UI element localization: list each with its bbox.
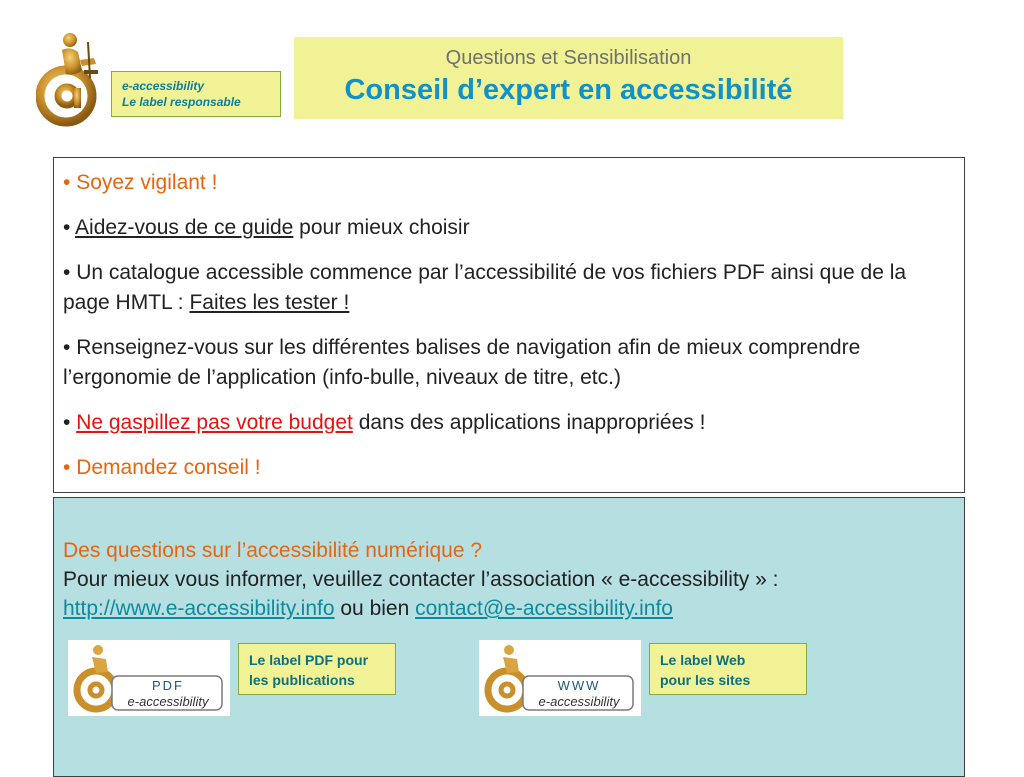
tip-bullet: • — [63, 216, 76, 239]
pdf-label-line1: Le label PDF pour — [249, 652, 369, 668]
tip-item — [63, 333, 954, 393]
web-logo-bottom: e-accessibility — [538, 694, 620, 709]
e-accessibility-logo-icon — [36, 30, 104, 128]
tip-text: Un catalogue accessible commence par l’accessibilité de vos fichiers PDF ainsi que de la page HMTL : — [63, 261, 907, 314]
tip-vigilant: Soyez vigilant ! — [76, 171, 218, 194]
tip-item — [63, 453, 954, 483]
tip-item — [63, 168, 954, 198]
contact-text: Pour mieux vous informer, veuillez contacter l’association « e-accessibility » : — [63, 568, 779, 591]
tip-bullet: • — [63, 411, 77, 434]
label-brand: e-accessibility — [122, 79, 205, 93]
pdf-logo-top: PDF — [152, 678, 184, 693]
tip-item — [63, 213, 954, 243]
tip-conseil: Demandez conseil ! — [76, 456, 261, 479]
tips-box — [53, 157, 965, 493]
tip-text: Renseignez-vous sur les différentes balises de navigation afin de mieux comprendre l’ergonomie de l’application (info-bulle, niveaux de titre, etc.) — [63, 336, 861, 389]
pdf-label-logo — [68, 640, 230, 716]
pdf-logo-bottom: e-accessibility — [127, 694, 209, 709]
contact-or: ou bien — [334, 597, 416, 620]
budget-link[interactable]: Ne gaspillez pas votre budget — [76, 411, 353, 434]
pdf-label-box — [238, 643, 396, 695]
test-link[interactable]: Faites les tester ! — [189, 291, 350, 314]
contact-question: Des questions sur l’accessibilité numérique ? — [63, 539, 483, 562]
web-label-line2: pour les sites — [660, 672, 751, 688]
guide-link[interactable]: Aidez-vous de ce guide — [75, 216, 294, 239]
tip-text: pour mieux choisir — [293, 216, 470, 239]
label-tagline: Le label responsable — [122, 95, 241, 109]
title-banner — [294, 37, 843, 119]
web-label-box — [649, 643, 807, 695]
tip-bullet: • — [63, 336, 77, 359]
tip-bullet: • — [63, 261, 77, 284]
page-title: Conseil d’expert en accessibilité — [344, 74, 793, 106]
pdf-label-line2: les publications — [249, 672, 355, 688]
email-link[interactable]: contact@e-accessibility.info — [415, 597, 673, 620]
label-responsable-box — [111, 71, 281, 117]
web-label-line1: Le label Web — [660, 652, 746, 668]
web-label-logo — [479, 640, 641, 716]
tip-text: dans des applications inappropriées ! — [352, 411, 706, 434]
tip-item — [63, 258, 954, 318]
web-logo-top: WWW — [557, 678, 601, 693]
tip-bullet: • — [63, 456, 77, 479]
tip-bullet: • — [63, 171, 77, 194]
page-subtitle: Questions et Sensibilisation — [445, 47, 692, 69]
website-link[interactable]: http://www.e-accessibility.info — [63, 597, 335, 620]
contact-box — [53, 497, 965, 777]
tip-item — [63, 408, 954, 438]
